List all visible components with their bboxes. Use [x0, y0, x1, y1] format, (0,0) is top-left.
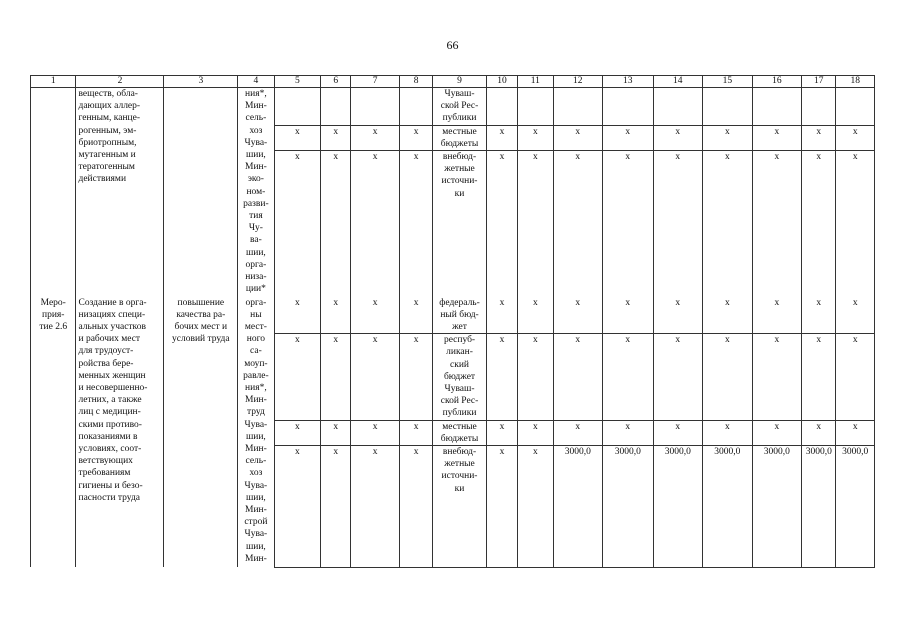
measure-name-cell — [76, 297, 164, 568]
cell-line: гигиены и безо- — [78, 480, 143, 491]
value-cell: x — [836, 420, 875, 445]
cell-line: разви- — [243, 198, 269, 209]
cell-line: шии, — [245, 150, 266, 161]
value-cell — [603, 88, 654, 126]
cell-line: ного — [246, 334, 266, 345]
cell-line: показаниями в — [78, 431, 138, 442]
cell-line: лиц с медицин- — [78, 407, 141, 418]
cell-line: требованиям — [78, 468, 131, 479]
cell-line: ки — [454, 483, 465, 494]
cell-line: пасности труда — [78, 492, 140, 503]
value-cell — [703, 88, 753, 126]
cell-line: Чува- — [244, 480, 268, 491]
value-cell: x — [703, 420, 753, 445]
cell-line: дающих аллер- — [78, 101, 141, 112]
cell-line: бочих мест и — [174, 321, 228, 332]
cell-line: условий труда — [172, 334, 230, 345]
mark-cell: x — [274, 125, 320, 150]
column-number-3: 3 — [164, 76, 238, 88]
cell-line: эко- — [247, 174, 264, 185]
mark-cell: x — [399, 297, 432, 334]
column-number-18: 18 — [836, 76, 875, 88]
value-cell — [802, 88, 836, 126]
value-cell — [653, 88, 703, 126]
cell-line: ройства бере- — [78, 358, 134, 369]
value-cell: x — [653, 151, 703, 297]
funding-source-cell — [433, 297, 487, 334]
value-cell: x — [802, 334, 836, 420]
cell-line: ния*, — [245, 382, 267, 393]
cell-line: Чува- — [244, 419, 268, 430]
mark-cell: x — [351, 297, 400, 334]
value-cell: 3000,0 — [703, 445, 753, 567]
funding-source-cell — [433, 420, 487, 445]
cell-line: рогенным, эм- — [78, 125, 137, 136]
cell-line: орга- — [245, 297, 267, 308]
cell-line: Мин- — [245, 395, 267, 406]
responsible-cell — [238, 297, 274, 568]
value-cell — [553, 88, 603, 126]
cell-line: повышение — [177, 297, 225, 308]
cell-line: федераль- — [439, 297, 480, 308]
value-cell: x — [603, 125, 654, 150]
cell-line: са- — [250, 346, 262, 357]
value-cell: x — [518, 125, 553, 150]
mark-cell: x — [274, 445, 320, 567]
mark-cell: x — [274, 334, 320, 420]
value-cell: x — [802, 151, 836, 297]
cell-line: ции* — [245, 284, 266, 295]
cell-line: ный бюд- — [440, 309, 479, 320]
mark-cell: x — [321, 297, 351, 334]
mark-cell: x — [399, 334, 432, 420]
mark-cell: x — [274, 151, 320, 297]
value-cell: x — [518, 151, 553, 297]
cell-line: Меро- — [40, 297, 66, 308]
cell-line: условиях, соот- — [78, 443, 142, 454]
value-cell: x — [752, 297, 802, 334]
funding-source-cell — [433, 445, 487, 567]
cell-line: источни- — [441, 471, 478, 482]
value-cell — [752, 88, 802, 126]
mark-cell: x — [351, 151, 400, 297]
value-cell: x — [486, 445, 517, 567]
cell-line: ский — [450, 359, 470, 370]
value-cell: 3000,0 — [752, 445, 802, 567]
funding-source-cell — [433, 125, 487, 150]
value-cell: x — [486, 125, 517, 150]
cell-line: Чуваш- — [444, 89, 475, 99]
value-cell: x — [752, 151, 802, 297]
value-cell: x — [553, 297, 603, 334]
cell-line: бриотропным, — [78, 137, 137, 148]
value-cell: x — [752, 334, 802, 420]
cell-line: Чува- — [244, 137, 268, 148]
cell-line: моуп- — [244, 358, 268, 369]
cell-line: ликан- — [446, 347, 473, 358]
column-number-15: 15 — [703, 76, 753, 88]
value-cell: x — [518, 334, 553, 420]
column-number-4: 4 — [238, 76, 274, 88]
mark-cell: x — [351, 125, 400, 150]
cell-line: орга- — [245, 259, 267, 270]
mark-cell: x — [321, 420, 351, 445]
cell-line: летних, а также — [78, 395, 142, 406]
cell-line: Мин- — [245, 443, 267, 454]
value-cell: x — [703, 334, 753, 420]
value-cell: x — [603, 334, 654, 420]
mark-cell: x — [321, 334, 351, 420]
measure-number-cell — [31, 88, 76, 297]
cell-line: публики — [442, 113, 477, 124]
value-cell: 3000,0 — [653, 445, 703, 567]
value-cell: x — [518, 297, 553, 334]
cell-line: Мин- — [245, 101, 267, 112]
value-cell: 3000,0 — [802, 445, 836, 567]
value-cell: 3000,0 — [603, 445, 654, 567]
cell-line: местные — [442, 126, 477, 137]
cell-line: тие 2.6 — [39, 321, 68, 332]
cell-line: шии, — [245, 431, 266, 442]
value-cell: x — [486, 297, 517, 334]
mark-cell — [351, 88, 400, 126]
value-cell: 3000,0 — [553, 445, 603, 567]
mark-cell: x — [399, 125, 432, 150]
value-cell — [486, 88, 517, 126]
value-cell: x — [703, 151, 753, 297]
value-cell: x — [802, 297, 836, 334]
column-number-10: 10 — [486, 76, 517, 88]
cell-line: и рабочих мест — [78, 334, 141, 345]
column-number-2: 2 — [76, 76, 164, 88]
goal-cell — [164, 297, 238, 568]
value-cell: x — [703, 125, 753, 150]
value-cell: x — [486, 334, 517, 420]
cell-line: респуб- — [443, 335, 476, 346]
value-cell: x — [653, 334, 703, 420]
column-number-16: 16 — [752, 76, 802, 88]
value-cell — [518, 88, 553, 126]
cell-line: прия- — [42, 309, 65, 320]
cell-line: Чу- — [248, 223, 263, 234]
mark-cell — [399, 88, 432, 126]
cell-line: шии, — [245, 541, 266, 552]
value-cell: x — [553, 151, 603, 297]
cell-line: мутагенным и — [78, 150, 136, 161]
cell-line: шии, — [245, 492, 266, 503]
column-number-6: 6 — [321, 76, 351, 88]
value-cell: x — [553, 334, 603, 420]
cell-line: низациях специ- — [78, 309, 146, 320]
value-cell: x — [836, 334, 875, 420]
cell-line: Создание в орга- — [78, 297, 147, 308]
funding-source-cell — [433, 334, 487, 420]
value-cell: x — [703, 297, 753, 334]
cell-line: строй — [244, 517, 268, 528]
mark-cell: x — [399, 151, 432, 297]
cell-line: ветствующих — [78, 456, 133, 467]
responsible-cell — [238, 88, 274, 297]
mark-cell: x — [274, 420, 320, 445]
cell-line: хоз — [249, 468, 263, 479]
mark-cell: x — [321, 151, 351, 297]
cell-line: Чуваш- — [444, 383, 475, 394]
cell-line: ской Рес- — [440, 101, 479, 112]
column-number-11: 11 — [518, 76, 553, 88]
value-cell: x — [752, 420, 802, 445]
value-cell: x — [486, 151, 517, 297]
table-row — [31, 297, 875, 334]
cell-line: качества ра- — [176, 309, 226, 320]
column-number-row — [31, 76, 875, 88]
program-table — [30, 75, 875, 568]
mark-cell: x — [351, 420, 400, 445]
cell-line: низа- — [245, 272, 267, 283]
column-number-12: 12 — [553, 76, 603, 88]
mark-cell — [274, 88, 320, 126]
mark-cell: x — [321, 125, 351, 150]
column-number-5: 5 — [274, 76, 320, 88]
cell-line: генным, канце- — [78, 113, 141, 124]
value-cell: x — [603, 420, 654, 445]
cell-line: шии, — [245, 247, 266, 258]
value-cell: x — [518, 445, 553, 567]
mark-cell: x — [399, 445, 432, 567]
cell-line: и несовершенно- — [78, 382, 148, 393]
cell-line: ва- — [250, 235, 262, 246]
column-number-8: 8 — [399, 76, 432, 88]
cell-line: тия — [249, 211, 263, 222]
value-cell: x — [752, 125, 802, 150]
cell-line: равле- — [243, 370, 269, 381]
column-number-1: 1 — [31, 76, 76, 88]
value-cell: x — [836, 151, 875, 297]
cell-line: жетные — [444, 164, 475, 175]
value-cell: x — [653, 420, 703, 445]
cell-line: бюджет — [443, 371, 476, 382]
value-cell: x — [603, 297, 654, 334]
column-number-7: 7 — [351, 76, 400, 88]
page-number: 66 — [446, 38, 459, 52]
funding-source-cell — [433, 151, 487, 297]
cell-line: менных женщин — [78, 370, 146, 381]
cell-line: ки — [454, 188, 465, 199]
mark-cell: x — [351, 334, 400, 420]
value-cell: x — [802, 420, 836, 445]
cell-line: труд — [246, 407, 265, 418]
cell-line: тератогенным — [78, 162, 135, 173]
cell-line: Мин- — [245, 504, 267, 515]
value-cell: x — [553, 125, 603, 150]
cell-line: сель- — [245, 113, 267, 124]
cell-line: для трудоуст- — [78, 346, 134, 357]
column-number-13: 13 — [603, 76, 654, 88]
column-number-17: 17 — [802, 76, 836, 88]
mark-cell: x — [321, 445, 351, 567]
cell-line: Мин- — [245, 553, 267, 564]
cell-line: ны — [250, 309, 262, 320]
cell-line: внебюд- — [442, 446, 477, 457]
value-cell: x — [653, 125, 703, 150]
mark-cell: x — [351, 445, 400, 567]
value-cell: x — [518, 420, 553, 445]
cell-line: источни- — [441, 176, 478, 187]
value-cell: x — [836, 125, 875, 150]
cell-line: ния*, — [245, 89, 267, 99]
goal-cell — [164, 88, 238, 297]
cell-line: Мин- — [245, 162, 267, 173]
value-cell — [836, 88, 875, 126]
mark-cell: x — [399, 420, 432, 445]
cell-line: веществ, обла- — [78, 89, 138, 99]
cell-line: внебюд- — [442, 152, 477, 163]
column-number-14: 14 — [653, 76, 703, 88]
mark-cell: x — [274, 297, 320, 334]
measure-number-cell — [31, 297, 76, 568]
measure-name-cell — [76, 88, 164, 297]
cell-line: бюджеты — [440, 433, 479, 444]
cell-line: ном- — [246, 186, 266, 197]
value-cell: x — [486, 420, 517, 445]
cell-line: скими противо- — [78, 419, 142, 430]
value-cell: x — [653, 297, 703, 334]
cell-line: действиями — [78, 174, 127, 185]
value-cell: x — [836, 297, 875, 334]
cell-line: альных участков — [78, 321, 146, 332]
cell-line: мест- — [244, 321, 267, 332]
cell-line: публики — [442, 408, 477, 419]
value-cell: x — [553, 420, 603, 445]
cell-line: жетные — [444, 459, 475, 470]
cell-line: сель- — [245, 456, 267, 467]
cell-line: Чува- — [244, 529, 268, 540]
cell-line: хоз — [249, 125, 263, 136]
cell-line: жет — [452, 321, 467, 332]
mark-cell — [321, 88, 351, 126]
value-cell: x — [603, 151, 654, 297]
value-cell: x — [802, 125, 836, 150]
cell-line: ской Рес- — [440, 396, 479, 407]
table-row — [31, 88, 875, 126]
funding-source-cell — [433, 88, 487, 126]
value-cell: 3000,0 — [836, 445, 875, 567]
column-number-9: 9 — [433, 76, 487, 88]
cell-line: бюджеты — [440, 138, 479, 149]
cell-line: местные — [442, 421, 477, 432]
